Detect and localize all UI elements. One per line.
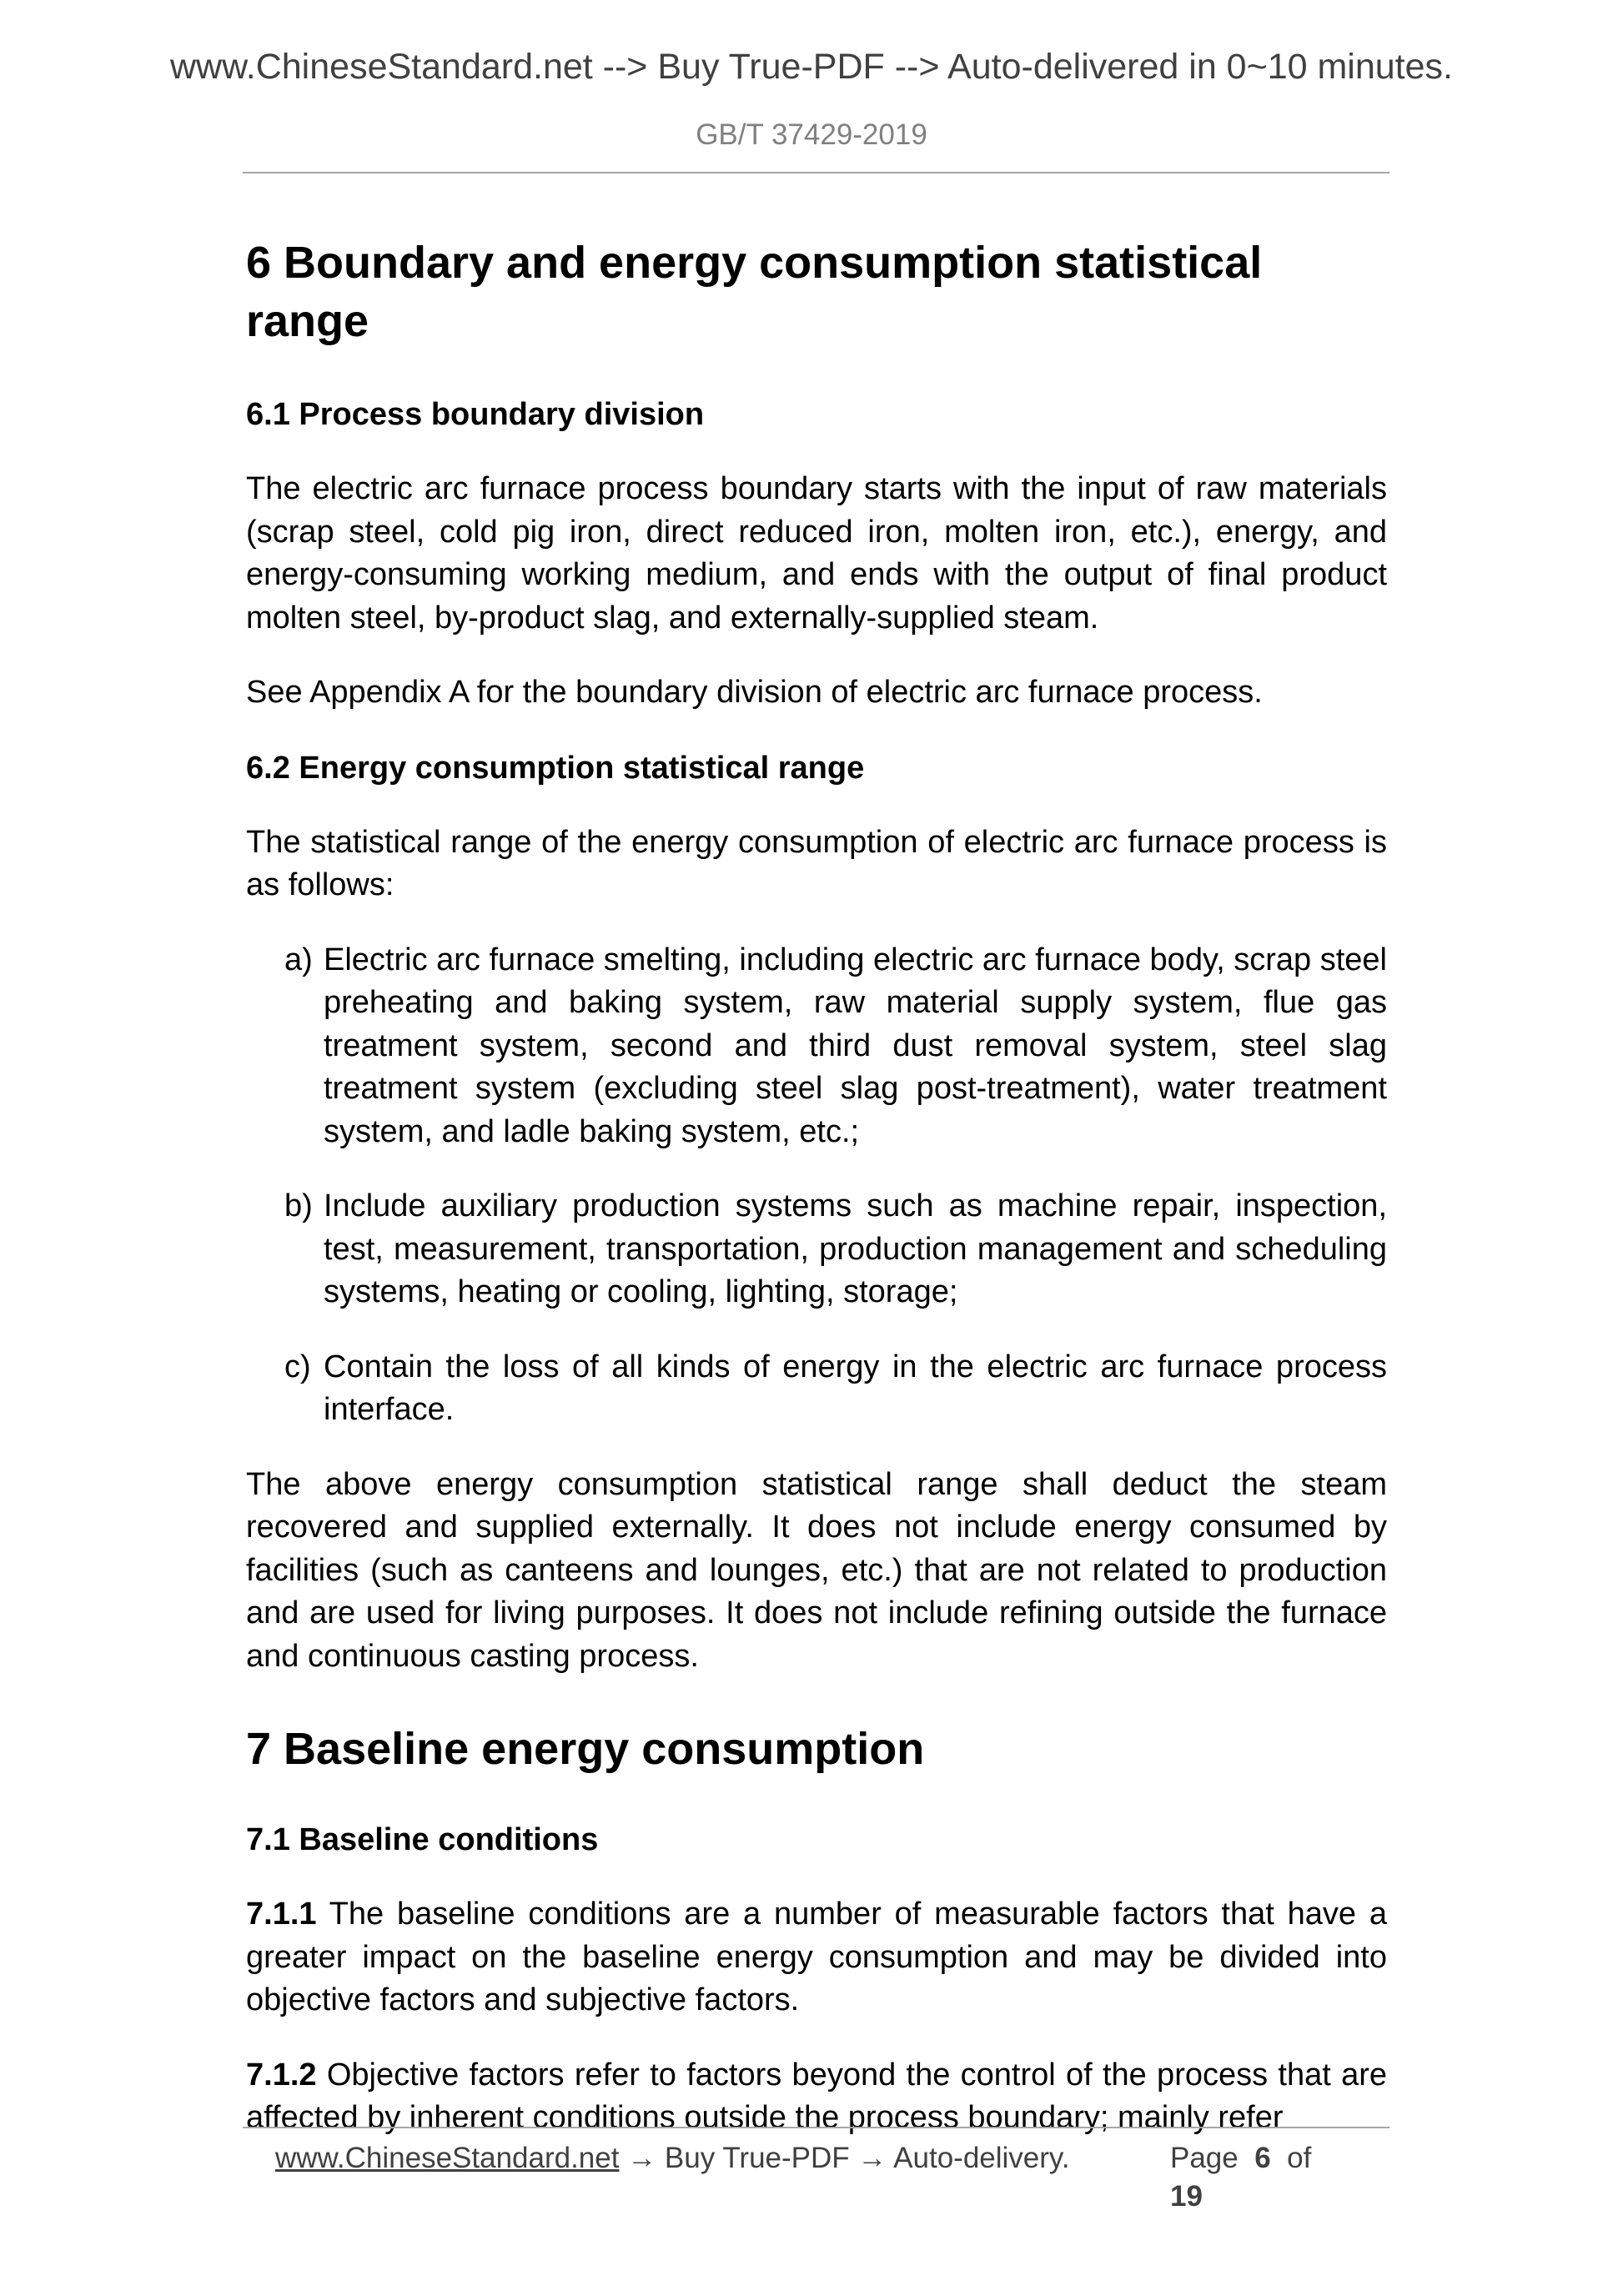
footer-delivery-text: Auto-delivery. <box>887 2142 1070 2174</box>
section-6-1-para-1: The electric arc furnace process boundary starts with the input of raw materials (scrap steel, cold pig iron, direct reduced iron, molten iron, etc.), energy, and energy-consuming working medium, and ends with the output of final product molten steel, by-product slag, and externally-supplied steam. <box>246 471 1387 636</box>
document-body <box>246 234 1387 2140</box>
section-6-title: 6 Boundary and energy consumption statistical range <box>246 238 1263 346</box>
section-7-1-heading: 7.1 Baseline conditions <box>246 1822 599 1857</box>
clause-text: Objective factors refer to factors beyond the control of the process that are affected by inherent conditions outside the process boundary; mainly refer <box>246 2057 1387 2135</box>
page-word: Page <box>1170 2142 1239 2174</box>
list-item-a <box>284 939 1387 1154</box>
page-footer <box>275 2139 1359 2213</box>
page-number <box>1170 2139 1359 2216</box>
section-7-title: 7 Baseline energy consumption <box>246 1724 925 1774</box>
section-6-2-closing: The above energy consumption statistical range shall deduct the steam recovered and supplied externally. It does not include energy consumed by facilities (such as canteens and lounges, etc.) that are not related to production and are used for living purposes. It does not include refining outside the furnace and continuous casting process. <box>246 1466 1387 1674</box>
footer-buy-text: Buy True-PDF <box>656 2142 858 2174</box>
standard-code: GB/T 37429-2019 <box>696 118 927 151</box>
page-current: 6 <box>1254 2142 1271 2174</box>
section-6-1-heading: 6.1 Process boundary division <box>246 397 705 432</box>
list-item-text: Electric arc furnace smelting, including electric arc furnace body, scrap steel preheating and baking system, raw material supply system, flue gas treatment system, second and third dust removal system, steel slag treatment system (excluding steel slag post-treatment), water treatment system, and ladle baking system, etc.; <box>324 942 1387 1149</box>
footer-divider <box>243 2127 1389 2128</box>
list-marker: b) <box>284 1188 313 1223</box>
section-6-2-intro: The statistical range of the energy consumption of electric arc furnace process is as follows: <box>246 824 1387 902</box>
list-marker: a) <box>284 942 313 977</box>
clause-7-1-1 <box>246 1893 1387 2022</box>
clause-number: 7.1.1 <box>246 1897 317 1932</box>
list-item-text: Include auxiliary production systems such as machine repair, inspection, test, measurement, transportation, production management and scheduling systems, heating or cooling, lighting, storage; <box>324 1188 1387 1309</box>
arrow-right-icon: → <box>857 2142 887 2174</box>
list-item-c <box>284 1346 1387 1432</box>
clause-text: The baseline conditions are a number of measurable factors that have a greater impact on the baseline energy consumption and may be divided into objective factors and subjective factors. <box>246 1897 1387 2017</box>
page-total: 19 <box>1170 2180 1203 2213</box>
list-item-b <box>284 1185 1387 1314</box>
top-banner: www.ChineseStandard.net --> Buy True-PDF --> Auto-delivered in 0~10 minutes. <box>169 47 1453 87</box>
footer-site-link[interactable]: www.ChineseStandard.net <box>275 2142 620 2174</box>
section-6-2-heading: 6.2 Energy consumption statistical range <box>246 750 865 786</box>
page-of: of <box>1287 2142 1312 2174</box>
list-marker: c) <box>284 1349 311 1384</box>
clause-number: 7.1.2 <box>246 2057 317 2093</box>
arrow-right-icon: → <box>627 2142 657 2174</box>
list-item-text: Contain the loss of all kinds of energy in the electric arc furnace process interface. <box>324 1349 1387 1427</box>
header-divider <box>243 172 1389 173</box>
section-6-1-para-2: See Appendix A for the boundary division of electric arc furnace process. <box>246 675 1263 710</box>
